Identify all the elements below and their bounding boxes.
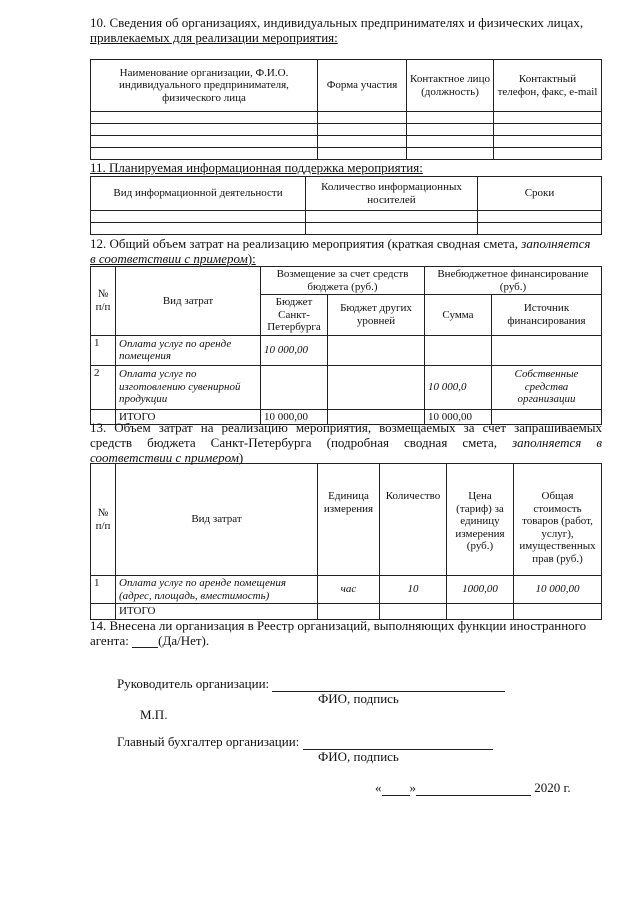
- section-14-line2-a: агента:: [90, 633, 133, 648]
- section-13-title-c: ): [238, 450, 244, 465]
- table-row: [91, 112, 602, 124]
- info-header-type: Вид информационной деятельности: [91, 177, 306, 211]
- detailed-header-total: Общая стоимость товаров (работ, услуг), имущественных прав (руб.): [514, 464, 602, 576]
- table-row: [91, 365, 602, 409]
- summary-row1-type: Оплата услуг по аренде помещения: [116, 335, 261, 365]
- summary-row1-source: [492, 335, 602, 365]
- section-12-title-a: 12. Общий объем затрат на реализацию мероприятия (краткая сводная смета,: [90, 236, 522, 251]
- table-row: [91, 136, 602, 148]
- section-13-title-a: 13. Объем затрат на реализацию мероприятия, возмещаемых за счет запрашиваемых средств бюджета Санкт-Петербурга (подробная сводная смета,: [90, 420, 602, 450]
- detailed-row1-type: Оплата услуг по аренде помещения (адрес, площадь, вместимость): [116, 576, 318, 604]
- section-12-title: [90, 236, 602, 266]
- summary-row2-source: Собственные средства организации: [492, 365, 602, 409]
- section-14: [90, 618, 602, 648]
- date-year: 2020 г.: [534, 780, 571, 795]
- table-row: [91, 223, 602, 235]
- summary-total-label: ИТОГО: [116, 409, 261, 425]
- summary-row1-num: 1: [91, 335, 116, 365]
- date-close-quote: »: [409, 780, 416, 795]
- summary-row2-type: Оплата услуг по изготовлению сувенирной продукции: [116, 365, 261, 409]
- summary-row2-other: [328, 365, 425, 409]
- detailed-row1-price: 1000,00: [447, 576, 514, 604]
- section-11-title: 11. Планируемая информационная поддержка мероприятия:: [90, 160, 423, 175]
- section-12-title-c: в соответствии с примером: [90, 251, 248, 266]
- participants-header-name: Наименование организации, Ф.И.О. индивидуального предпринимателя, физического лица: [91, 60, 318, 112]
- participants-table: [90, 59, 602, 160]
- detailed-cost-table: [90, 463, 602, 620]
- accountant-signature-row: [117, 734, 493, 750]
- detailed-header-unit: Единица измерения: [318, 464, 380, 576]
- section-10-title: [90, 15, 583, 45]
- detailed-header-price: Цена (тариф) за единицу измерения (руб.): [447, 464, 514, 576]
- summary-header-type: Вид затрат: [116, 267, 261, 336]
- summary-header-budget: Возмещение за счет средств бюджета (руб.): [261, 267, 425, 295]
- section-12-title-d: ):: [247, 251, 256, 266]
- detailed-row1-unit: час: [318, 576, 380, 604]
- summary-row2-num: 2: [91, 365, 116, 409]
- stamp-label: М.П.: [140, 707, 168, 722]
- participants-header-phone: Контактный телефон, факс, e-mail: [494, 60, 602, 112]
- summary-row2-spb: [261, 365, 328, 409]
- detailed-total-label: ИТОГО: [116, 604, 318, 620]
- detailed-header-num: № п/п: [91, 464, 116, 576]
- summary-total-spb: 10 000,00: [261, 409, 328, 425]
- summary-row1-sum: [425, 335, 492, 365]
- table-row: [91, 124, 602, 136]
- table-row: [91, 335, 602, 365]
- section-14-line2-b: (Да/Нет).: [158, 633, 210, 648]
- table-row: [91, 148, 602, 160]
- foreign-agent-answer-blank[interactable]: [132, 647, 158, 648]
- section-13-title-b: заполняется в соответствии с примером: [90, 435, 602, 465]
- summary-header-other: Бюджет других уровней: [328, 295, 425, 336]
- info-support-table: [90, 176, 602, 235]
- date-day-blank[interactable]: [382, 795, 410, 796]
- summary-row1-other: [328, 335, 425, 365]
- section-13-title: [90, 420, 602, 465]
- section-12-title-b: заполняется: [521, 236, 591, 251]
- summary-cost-table: [90, 266, 602, 425]
- head-signature-row: [117, 676, 505, 692]
- section-10-title-line2: привлекаемых для реализации мероприятия:: [90, 30, 338, 45]
- participants-header-contact: Контактное лицо (должность): [407, 60, 494, 112]
- table-row: [91, 211, 602, 223]
- head-fio-caption: ФИО, подпись: [318, 691, 399, 706]
- summary-header-sum: Сумма: [425, 295, 492, 336]
- table-row: [91, 604, 602, 620]
- summary-header-spb: Бюджет Санкт-Петербурга: [261, 295, 328, 336]
- detailed-row1-qty: 10: [380, 576, 447, 604]
- date-month-blank[interactable]: [416, 795, 531, 796]
- section-14-line1: 14. Внесена ли организация в Реестр организаций, выполняющих функции иностранного: [90, 618, 587, 633]
- table-row: [91, 576, 602, 604]
- section-10-title-line1: 10. Сведения об организациях, индивидуальных предпринимателях и физических лицах,: [90, 15, 584, 30]
- summary-row1-spb: 10 000,00: [261, 335, 328, 365]
- info-header-dates: Сроки: [478, 177, 602, 211]
- date-open-quote: «: [375, 780, 382, 795]
- summary-row2-sum: 10 000,0: [425, 365, 492, 409]
- accountant-fio-caption: ФИО, подпись: [318, 749, 399, 764]
- head-signature-label: Руководитель организации:: [117, 676, 270, 691]
- summary-header-extra: Внебюджетное финансирование (руб.): [425, 267, 602, 295]
- detailed-row1-total: 10 000,00: [514, 576, 602, 604]
- info-header-count: Количество информационных носителей: [306, 177, 478, 211]
- detailed-header-type: Вид затрат: [116, 464, 318, 576]
- detailed-header-qty: Количество: [380, 464, 447, 576]
- summary-header-source: Источник финансирования: [492, 295, 602, 336]
- date-row: [375, 780, 571, 796]
- participants-header-form: Форма участия: [318, 60, 407, 112]
- accountant-signature-label: Главный бухгалтер организации:: [117, 734, 300, 749]
- detailed-row1-num: 1: [91, 576, 116, 604]
- summary-total-sum: 10 000,00: [425, 409, 492, 425]
- summary-header-num: № п/п: [91, 267, 116, 336]
